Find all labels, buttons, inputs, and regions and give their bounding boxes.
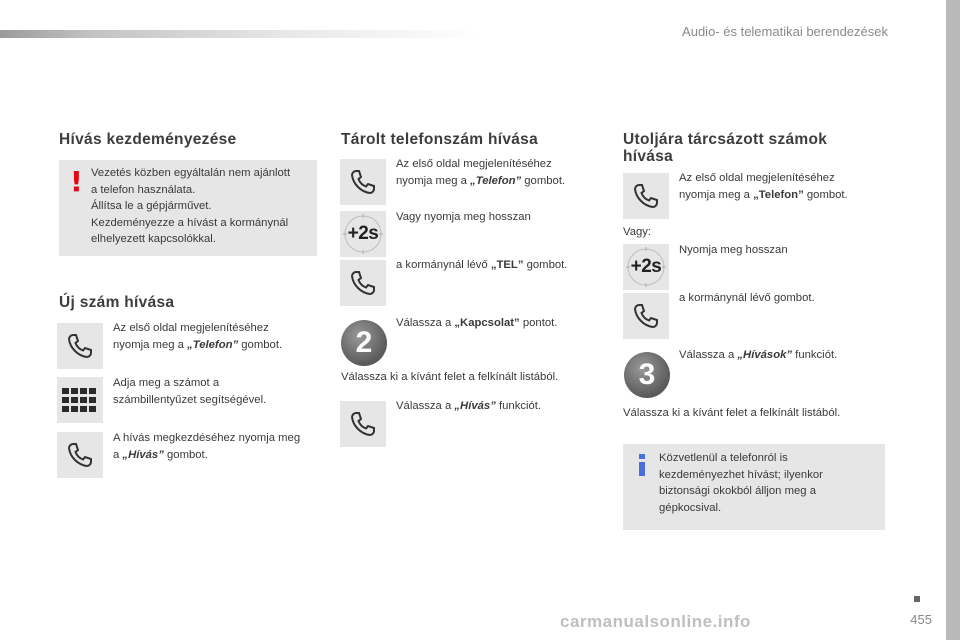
col3-step3: a kormánynál lévő gombot. — [679, 292, 815, 304]
info-box — [623, 444, 885, 530]
col3-title: Utoljára tárcsázott számok hívása — [623, 131, 828, 165]
phone-icon — [340, 401, 386, 447]
phone-icon — [340, 260, 386, 306]
col2-step1: Az első oldal megjelenítéséhez nyomja meg a „Telefon” gombot. — [396, 158, 566, 187]
page-number: 455 — [910, 612, 932, 627]
long-press-icon — [340, 211, 386, 257]
page-marker — [914, 596, 920, 602]
col2-step5: Válassza ki a kívánt felet a felkínált listából. — [341, 371, 559, 383]
hold-label: +2s — [630, 256, 662, 277]
phone-icon — [340, 159, 386, 205]
phone-icon — [57, 323, 103, 369]
page-edge-bar — [946, 0, 960, 640]
col3-step4: Válassza a „Hívások” funkciót. — [679, 349, 838, 361]
header-gradient-bar — [0, 30, 480, 38]
warning-icon: ! — [70, 165, 83, 198]
col3-step1: Az első oldal megjelenítéséhez nyomja meg a „Telefon” gombot. — [679, 172, 848, 201]
step-badge-2: 2 — [341, 320, 387, 366]
col3-step2: Nyomja meg hosszan — [679, 244, 788, 256]
keypad-icon — [57, 377, 103, 423]
col1-step2: Adja meg a számot a számbillentyűzet segítségével. — [113, 377, 267, 406]
watermark: carmanualsonline.info — [560, 612, 751, 631]
col2-step3: a kormánynál lévő „TEL” gombot. — [396, 259, 568, 271]
hold-label: +2s — [347, 223, 379, 244]
warning-text: Vezetés közben egyáltalán nem ajánlott a telefon használata. Állítsa le a gépjárművet. Kezdeményezze a hívást a kormánynál elhelyezett kapcsolókkal. — [91, 167, 291, 245]
info-icon — [637, 454, 647, 476]
col1-title: Hívás kezdeményezése — [59, 131, 237, 148]
col2-step4: Válassza a „Kapcsolat” pontot. — [396, 317, 558, 329]
warning-box — [59, 160, 317, 256]
section-title: Audio- és telematikai berendezések — [682, 24, 888, 39]
phone-icon — [623, 173, 669, 219]
info-text: Közvetlenül a telefonról is kezdeményezhet hívást; ilyenkor biztonsági okokból álljon meg a gépkocsival. — [659, 452, 823, 514]
step-badge-3: 3 — [624, 352, 670, 398]
col1-step1: Az első oldal megjelenítéséhez nyomja meg a „Telefon” gombot. — [113, 322, 283, 351]
col3-step5: Válassza ki a kívánt felet a felkínált listából. — [623, 407, 841, 419]
long-press-icon — [623, 244, 669, 290]
col2-step6: Válassza a „Hívás” funkciót. — [396, 400, 542, 412]
or-label: Vagy: — [623, 226, 652, 238]
phone-icon — [623, 293, 669, 339]
col2-step2: Vagy nyomja meg hosszan — [396, 211, 531, 223]
col1-step3: A hívás megkezdéséhez nyomja meg a „Hívás” gombot. — [113, 432, 301, 461]
new-number-title: Új szám hívása — [59, 294, 175, 311]
phone-icon — [57, 432, 103, 478]
col2-title: Tárolt telefonszám hívása — [341, 131, 539, 148]
